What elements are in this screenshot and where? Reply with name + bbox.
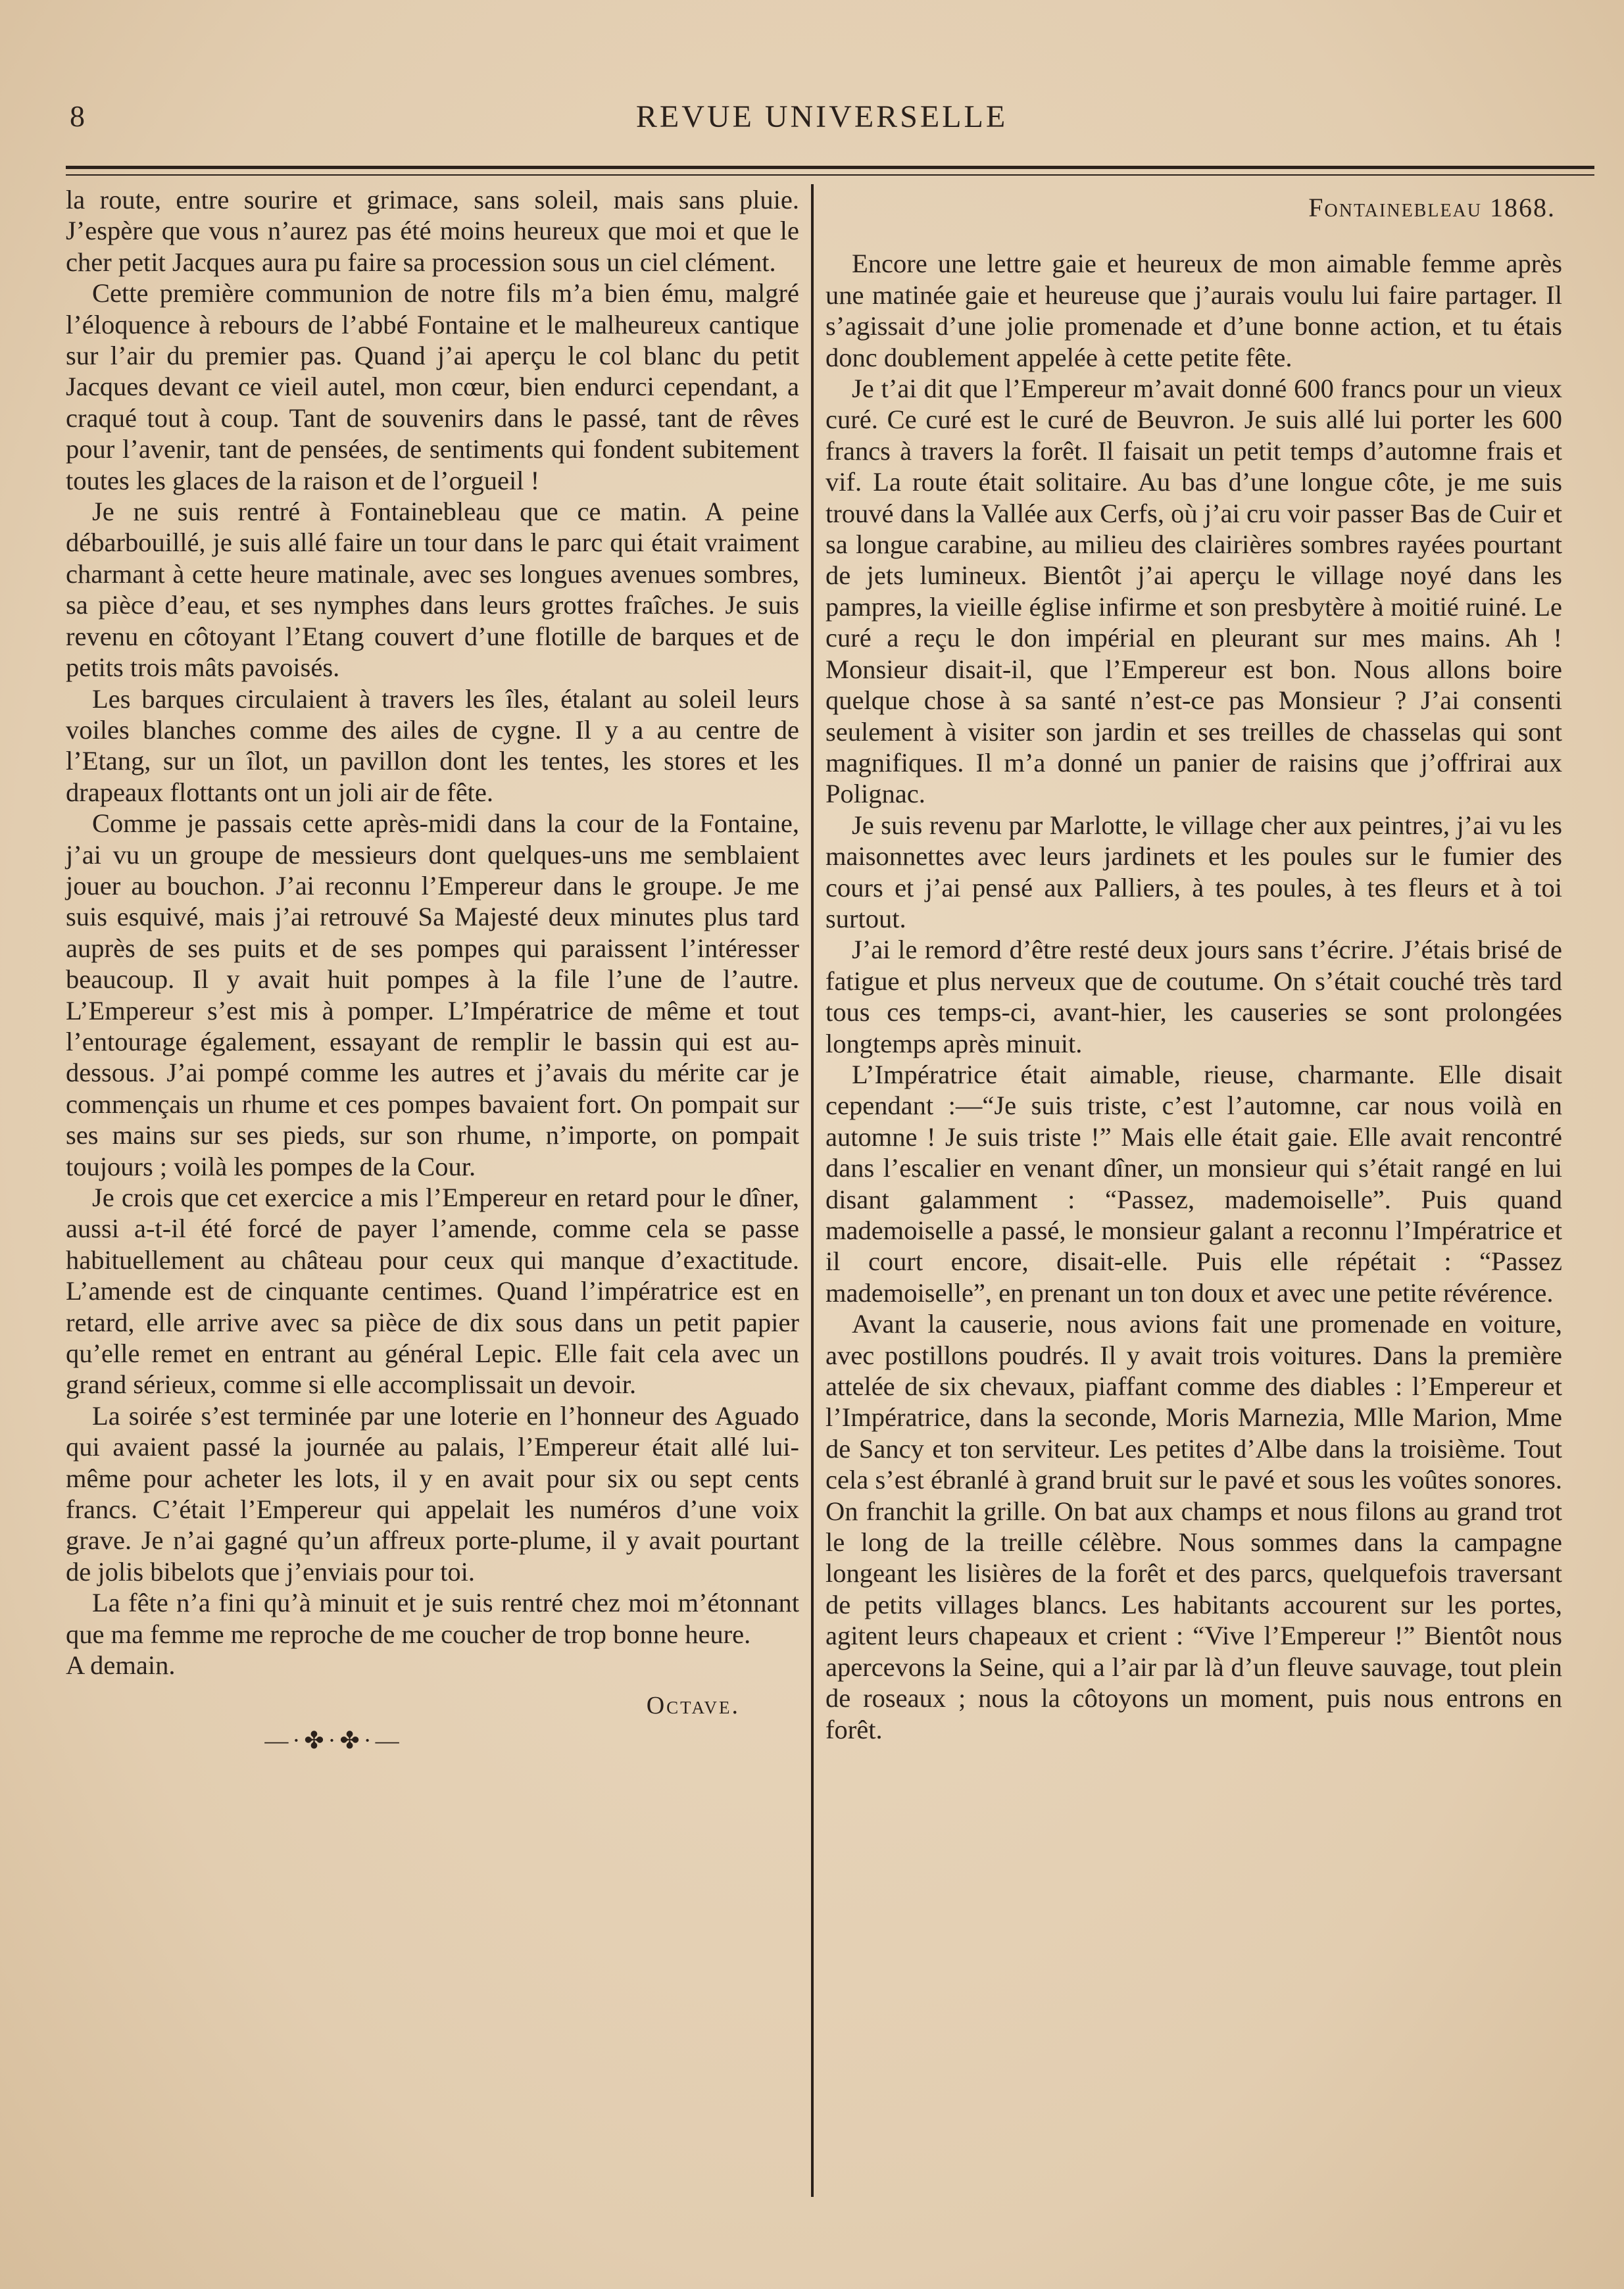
paragraph: L’Impératrice était aimable, rieuse, charmante. Elle disait cependant :—“Je suis triste, c’est l’automne, car nous voilà en automne ! Je suis triste !” Mais elle était gaie. Elle avait rencontré dans l’escalier en venant dîner, un monsieur qui s’était rangé en lui disant galamment : “Passez, mademoiselle”. Puis quand mademoiselle a passé, le monsieur galant a reconnu l’Impératrice et il court encore, disait-elle. Puis elle répétait : “Passez mademoiselle”, en prenant un ton doux et avec une petite révérence. xyxy=(825,1059,1562,1308)
ornament-divider: —·✤·✤·— xyxy=(264,1727,403,1754)
paragraph: Je crois que cet exercice a mis l’Empereur en retard pour le dîner, aussi a-t-il été forcé de payer l’amende, comme cela se passe habituellement au château pour ceux qui manque d’exactitude. L’amende est de cinquante centimes. Quand l’impératrice est en retard, elle arrive avec sa pièce de dix sous dans un petit papier qu’elle remet en entrant au général Lepic. Elle fait cela avec un grand sérieux, comme si elle accomplissait un devoir. xyxy=(66,1183,799,1400)
letter-signature: Octave. xyxy=(646,1691,740,1719)
paragraph: J’ai le remord d’être resté deux jours sans t’écrire. J’étais brisé de fatigue et plus nerveux que de coutume. On s’était couché très tard tous ces temps-ci, avant-hier, les causeries se sont prolongées longtemps après minuit. xyxy=(825,935,1562,1058)
paragraph: Je suis revenu par Marlotte, le village cher aux peintres, j’ai vu les maisonnettes avec leurs jardinets et les poules sur le fumier des cours et j’ai pensé aux Palliers, à tes poules, à tes fleurs et à toi surtout. xyxy=(825,810,1562,933)
paragraph: La soirée s’est terminée par une loterie en l’honneur des Aguado qui avaient passé la journée au palais, l’Empereur était allé lui-même pour acheter les lots, il y en avait pour six ou sept cents francs. C’était l’Empereur qui appelait les numéros d’une voix grave. Je n’ai gagné qu’un affreux porte-plume, il y avait pourtant de jolis bibelots que j’enviais pour toi. xyxy=(66,1400,799,1587)
header-rule xyxy=(66,166,1594,169)
paragraph: la route, entre sourire et grimace, sans soleil, mais sans pluie. J’espère que vous n’aurez pas été moins heureux que moi et que le cher petit Jacques aura pu faire sa procession sous un ciel clément. xyxy=(66,185,799,277)
letter-dateline: Fontainebleau 1868. xyxy=(1308,193,1556,222)
paragraph: Comme je passais cette après-midi dans la cour de la Fontaine, j’ai vu un groupe de messieurs dont quelques-uns me semblaient jouer au bouchon. J’ai reconnu l’Empereur dans le groupe. Je me suis esquivé, mais j’ai retrouvé Sa Majesté deux minutes plus tard auprès de ses puits et de ses pompes qui paraissent l’intéresser beaucoup. Il y avait huit pompes à la file l’une de l’autre. L’Empereur s’est mis à pomper. L’Impératrice de même et tout l’entourage également, essayant de remplir le bassin qui est au-dessous. J’ai pompé comme les autres et j’avais du mérite car je commençais un rhume et ces pompes bavaient fort. On pompait sur ses mains sur ses pieds, sur son rhume, n’importe, on pompait toujours ; voilà les pompes de la Cour. xyxy=(66,808,799,1181)
page-number: 8 xyxy=(70,99,85,133)
paragraph: Je ne suis rentré à Fontainebleau que ce matin. A peine débarbouillé, je suis allé faire un tour dans le parc qui était vraiment charmant à cette heure matinale, avec ses longues avenues sombres, sa pièce d’eau, et ses nymphes dans leurs grottes fraîches. Je suis revenu en côtoyant l’Etang couvert d’une flotille de barques et de petits trois mâts pavoisés. xyxy=(66,497,799,683)
paragraph: Je t’ai dit que l’Empereur m’avait donné 600 francs pour un vieux curé. Ce curé est le curé de Beuvron. Je suis allé lui porter les 600 francs à travers la forêt. Il faisait un petit temps d’automne frais et vif. La route était solitaire. Au bas d’une longue côte, je me suis trouvé dans la Vallée aux Cerfs, où j’ai cru voir passer Bas de Cuir et sa longue carabine, au milieu des clairières sombres rayées pourtant de jets lumineux. Bientôt j’ai aperçu le village noyé dans les pampres, la vieille église infirme et son presbytère à moitié ruiné. Le curé a reçu le don impérial en pleurant sur mes mains. Ah ! Monsieur disait-il, que l’Empereur est bon. Nous allons boire quelque chose à sa santé n’est-ce pas Monsieur ? J’ai consenti seulement à visiter son jardin et ses treilles de chasselas qui sont magnifiques. Il m’a donné un panier de raisins que j’offrirai aux Polignac. xyxy=(825,374,1562,809)
page-header xyxy=(66,99,1578,145)
paragraph: Les barques circulaient à travers les îles, étalant au soleil leurs voiles blanches comme des ailes de cygne. Il y a au centre de l’Etang, sur un îlot, un pavillon dont les tentes, les stores et les drapeaux flottants ont un joli air de fête. xyxy=(66,683,799,807)
left-column xyxy=(66,184,799,1756)
column-divider xyxy=(811,184,814,2197)
paragraph: Avant la causerie, nous avions fait une promenade en voiture, avec postillons poudrés. Il y avait trois voitures. Dans la première attelée de six chevaux, piaffant comme des diables : l’Empereur et l’Impératrice, dans la seconde, Moris Marnezia, Mlle Marion, Mme de Sancy et ton serviteur. Les petites d’Albe dans la troisième. Tout cela s’est ébranlé à grand bruit sur le pavé et sous les voûtes sonores. On franchit la grille. On bat aux champs et nous filons au grand trot le long de la treille célèbre. Nous sommes dans la campagne longeant les lisières de la forêt et des parcs, quelquefois traversant de petits villages blancs. Les habitants accourent sur les portes, agitent leurs chapeaux et crient : “Vive l’Empereur !” Bientôt nous apercevons la Seine, qui a l’air par là d’un fleuve sauvage, tout plein de roseaux ; nous la côtoyons un moment, puis nous entrons en forêt. xyxy=(825,1309,1562,1744)
paragraph: Encore une lettre gaie et heureux de mon aimable femme après une matinée gaie et heureuse que j’aurais voulu lui faire partager. Il s’agissait d’une jolie promenade et d’une bonne action, et tu étais donc doublement appelée à cette petite fête. xyxy=(825,249,1562,372)
header-rule-thin xyxy=(66,174,1594,176)
paragraph: La fête n’a fini qu’à minuit et je suis rentré chez moi m’étonnant que ma femme me reproche de me coucher de trop bonne heure. xyxy=(66,1588,799,1649)
paragraph: Cette première communion de notre fils m’a bien ému, malgré l’éloquence à rebours de l’abbé Fontaine et le malheureux cantique sur l’air du premier pas. Quand j’ai aperçu le col blanc du petit Jacques devant ce vieil autel, mon cœur, bien endurci cependant, a craqué tout à coup. Tant de souvenirs dans le passé, tant de rêves pour l’avenir, tant de pensées, de sentiments qui fondent subitement toutes les glaces de la raison et de l’orgueil ! xyxy=(66,278,799,495)
right-column xyxy=(825,184,1562,1745)
journal-title: REVUE UNIVERSELLE xyxy=(635,99,1008,134)
letter-signoff: A demain. xyxy=(66,1650,176,1681)
